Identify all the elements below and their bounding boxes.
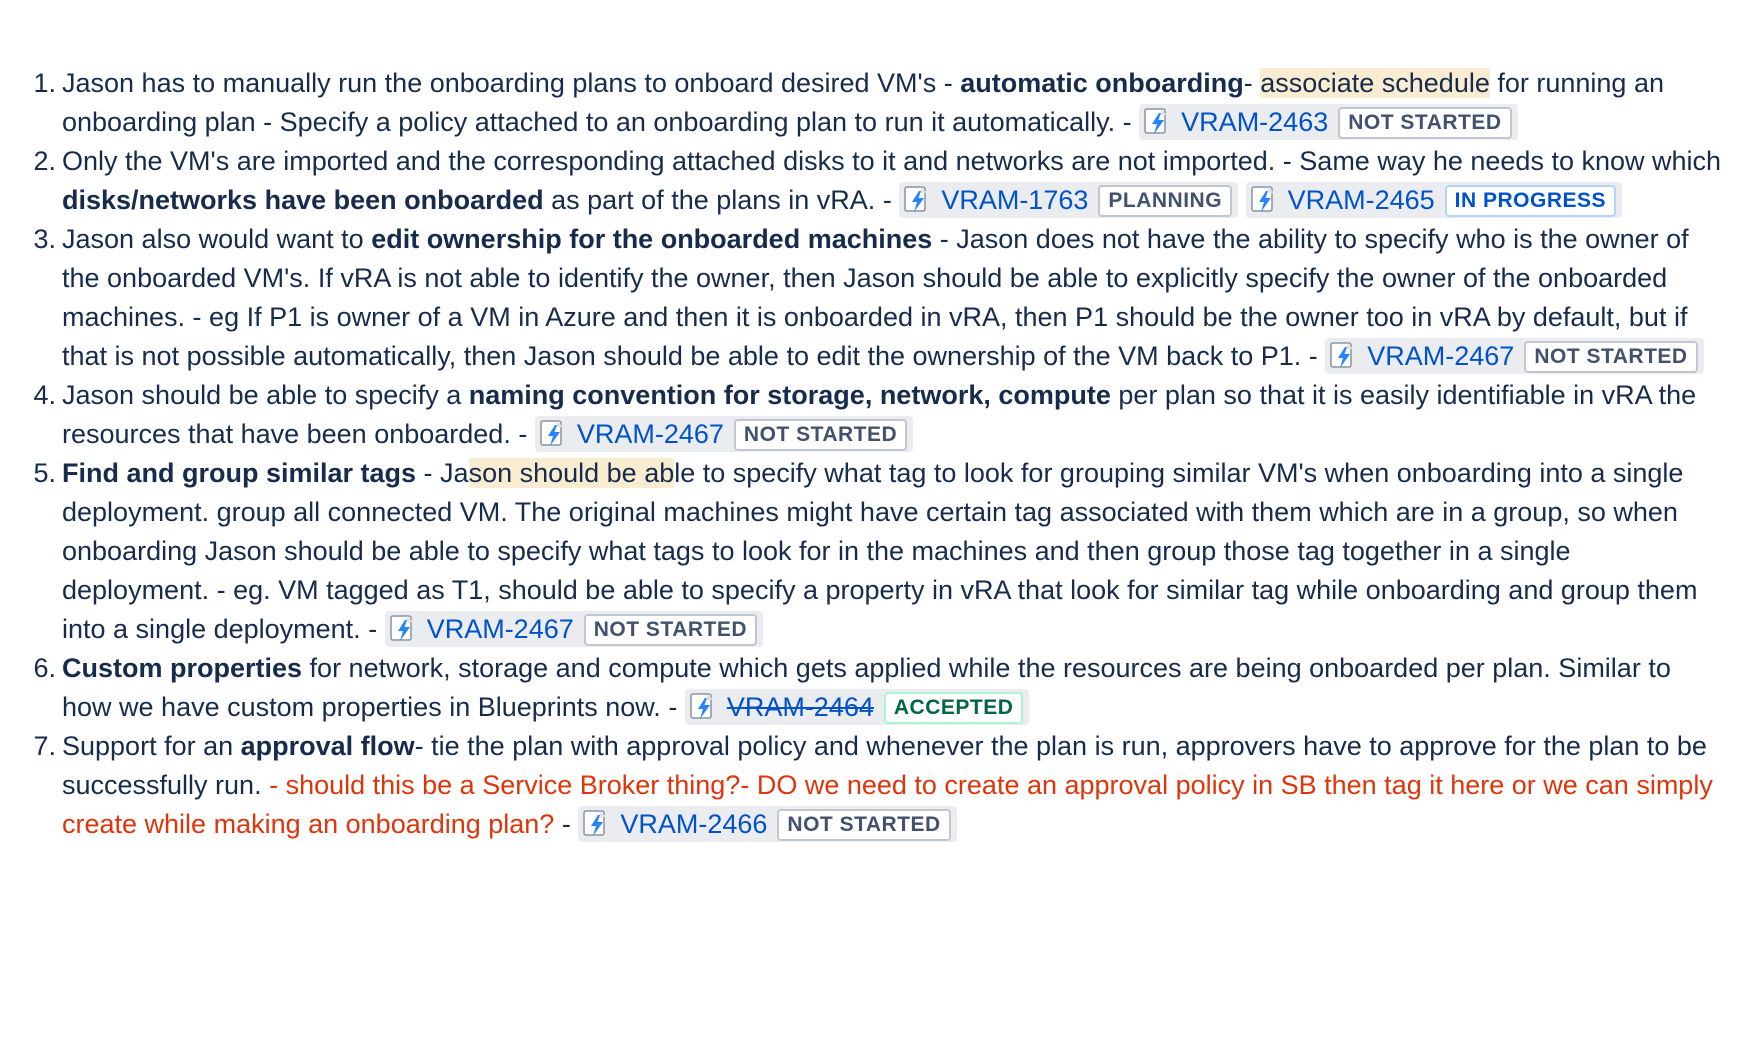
item-text-bold: naming convention for storage, network, compute <box>468 380 1111 410</box>
list-item <box>24 649 1724 727</box>
jira-issue-key-link[interactable]: VRAM-2464 <box>726 692 874 722</box>
jira-issue-key-link[interactable]: VRAM-1763 <box>941 185 1089 215</box>
status-badge: NOT STARTED <box>1338 107 1511 139</box>
status-badge: PLANNING <box>1098 185 1232 217</box>
jira-issue-macro[interactable] <box>385 611 763 647</box>
requirements-list <box>24 64 1724 844</box>
jira-issue-key-link[interactable]: VRAM-2466 <box>620 809 768 839</box>
list-item <box>24 727 1724 844</box>
jira-issue-macro[interactable] <box>1139 104 1517 140</box>
item-text: - tie the plan with approval policy and whenever the plan is run, approvers have to approve for the plan to be successfully run. <box>62 731 1707 800</box>
jira-story-icon <box>903 185 933 215</box>
jira-issue-key-link[interactable]: VRAM-2463 <box>1181 107 1329 137</box>
item-text: Jason should be able to specify a <box>62 380 469 410</box>
status-badge: ACCEPTED <box>884 692 1024 724</box>
list-number: 7. <box>33 731 56 761</box>
list-item <box>24 64 1724 142</box>
list-number: 6. <box>33 653 56 683</box>
jira-issue-key-link[interactable]: VRAM-2467 <box>576 419 724 449</box>
item-text-bold: Find and group similar tags <box>62 458 417 488</box>
status-badge: NOT STARTED <box>1524 341 1697 373</box>
item-text: per plan so that it is easily identifiable in vRA the resources that have been onboarded. - <box>62 380 1697 449</box>
jira-issue-macro[interactable] <box>535 416 913 452</box>
jira-story-icon <box>689 692 719 722</box>
jira-issue-macro[interactable] <box>899 182 1238 218</box>
list-item <box>24 220 1724 376</box>
item-text: le to specify what tag to look for grouping similar VM's when onboarding into a single deployment. group all connected VM. The original machines might have certain tag associated with them which are in a group, so when onboarding Jason should be able to specify what tags to look for in the machines and then group those tag together in a single deployment. - eg. VM tagged as T1, should be able to specify a property in vRA that look for similar tag while onboarding and group them into a single deployment. - <box>62 458 1698 644</box>
highlighted-text: associate schedule <box>1260 68 1490 98</box>
item-text-bold: Custom properties <box>62 653 303 683</box>
item-text-bold: approval flow <box>240 731 415 761</box>
item-text: Support for an <box>62 731 241 761</box>
jira-issue-macro[interactable] <box>578 806 956 842</box>
status-badge: NOT STARTED <box>777 809 950 841</box>
item-text: - <box>554 809 579 839</box>
list-number: 4. <box>33 380 56 410</box>
jira-story-icon <box>389 614 419 644</box>
jira-story-icon <box>1329 341 1359 371</box>
status-badge: NOT STARTED <box>584 614 757 646</box>
status-badge: IN PROGRESS <box>1445 185 1616 217</box>
list-number: 5. <box>33 458 56 488</box>
jira-story-icon <box>1250 185 1280 215</box>
status-badge: NOT STARTED <box>734 419 907 451</box>
jira-story-icon <box>1143 107 1173 137</box>
item-text-bold: edit ownership for the onboarded machines <box>371 224 933 254</box>
jira-issue-key-link[interactable]: VRAM-2467 <box>1367 341 1515 371</box>
item-text: Jason has to manually run the onboarding plans to onboard desired VM's - <box>62 68 961 98</box>
item-text: Jason also would want to <box>62 224 372 254</box>
jira-story-icon <box>539 419 569 449</box>
item-text-bold: automatic onboarding <box>960 68 1244 98</box>
highlighted-text: son should be ab <box>468 458 675 488</box>
jira-issue-key-link[interactable]: VRAM-2467 <box>426 614 574 644</box>
jira-story-icon <box>582 809 612 839</box>
list-item <box>24 376 1724 454</box>
item-text: - Ja <box>416 458 469 488</box>
comment-text-red: - should this be a Service Broker thing?- DO we need to create an approval policy in SB then tag it here or we can simply create while making an onboarding plan? <box>62 770 1713 839</box>
list-item <box>24 454 1724 649</box>
jira-issue-macro[interactable] <box>1325 338 1703 374</box>
item-text: - Jason does not have the ability to specify who is the owner of the onboarded VM's. If vRA is not able to identify the owner, then Jason should be able to explicitly specify the owner of the onboarded machines. - eg If P1 is owner of a VM in Azure and then it is onboarded in vRA, then P1 should be the owner too in vRA by default, but if that is not possible automatically, then Jason should be able to edit the ownership of the VM back to P1. - <box>62 224 1689 371</box>
jira-issue-macro[interactable] <box>685 689 1030 725</box>
jira-issue-key-link[interactable]: VRAM-2465 <box>1287 185 1435 215</box>
item-text: for network, storage and compute which gets applied while the resources are being onboarded per plan. Similar to how we have custom properties in Blueprints now. - <box>62 653 1671 722</box>
list-number: 3. <box>33 224 56 254</box>
item-text: Only the VM's are imported and the corresponding attached disks to it and networks are not imported. - Same way he needs to know which <box>62 146 1722 176</box>
item-text: as part of the plans in vRA. - <box>543 185 900 215</box>
item-text-bold: disks/networks have been onboarded <box>62 185 544 215</box>
item-text: for running an onboarding plan - Specify a policy attached to an onboarding plan to run it automatically. - <box>62 68 1664 137</box>
list-item <box>24 142 1724 220</box>
jira-issue-macro[interactable] <box>1246 182 1622 218</box>
list-number: 1. <box>33 68 56 98</box>
item-text: - <box>1243 68 1261 98</box>
list-number: 2. <box>33 146 56 176</box>
